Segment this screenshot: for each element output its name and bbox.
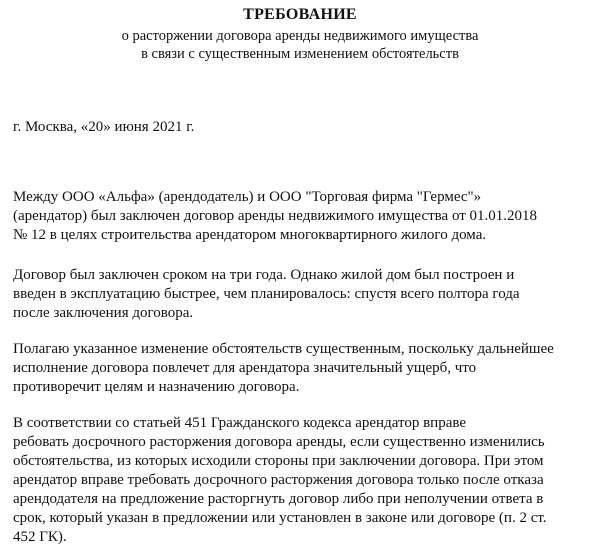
paragraph-line: арендатор вправе требовать досрочного расторжения договора только после отказа (13, 472, 544, 488)
paragraph-line: введен в эксплуатацию быстрее, чем планировалось: спустя всего полтора года (13, 286, 520, 302)
paragraph-line: Полагаю указанное изменение обстоятельств существенным, поскольку дальнейшее (13, 341, 554, 357)
paragraph-line: противоречит целям и назначению договора. (13, 379, 300, 395)
paragraph-line: Договор был заключен сроком на три года. Однако жилой дом был построен и (13, 267, 515, 283)
paragraph-line: обстоятельства, из которых исходили стороны при заключении договора. При этом (13, 453, 544, 469)
paragraph-contract-parties (13, 188, 600, 245)
paragraph-line: (арендатор) был заключен договор аренды недвижимого имущества от 01.01.2018 (13, 208, 538, 224)
paragraph-legal-basis (13, 414, 600, 547)
paragraph-line: ребовать досрочного расторжения договора аренды, если существенно изменились (13, 434, 545, 450)
document-subtitle-line-2: в связи с существенным изменением обстоятельств (141, 46, 459, 62)
paragraph-line: 452 ГК). (13, 529, 67, 545)
paragraph-material-change (13, 340, 600, 397)
paragraph-line: срок, который указан в предложении или установлен в законе или договоре (п. 2 ст. (13, 510, 547, 526)
paragraph-line: Между ООО «Альфа» (арендодатель) и ООО "Торговая фирма "Гермес"» (13, 189, 482, 205)
place-and-date: г. Москва, «20» июня 2021 г. (13, 119, 195, 135)
paragraph-line: В соответствии со статьей 451 Гражданского кодекса арендатор вправе (13, 415, 467, 431)
paragraph-contract-term (13, 266, 600, 323)
paragraph-line: после заключения договора. (13, 305, 194, 321)
document-subtitle-line-1: о расторжении договора аренды недвижимого имущества (121, 28, 479, 44)
paragraph-line: исполнение договора повлечет для арендатора значительный ущерб, что (13, 360, 477, 376)
document-title: ТРЕБОВАНИЕ (243, 6, 357, 23)
paragraph-line: № 12 в целях строительства арендатором многоквартирного жилого дома. (13, 227, 487, 243)
paragraph-line: арендодателя на предложение расторгнуть договор либо при неполучении ответа в (13, 491, 544, 507)
